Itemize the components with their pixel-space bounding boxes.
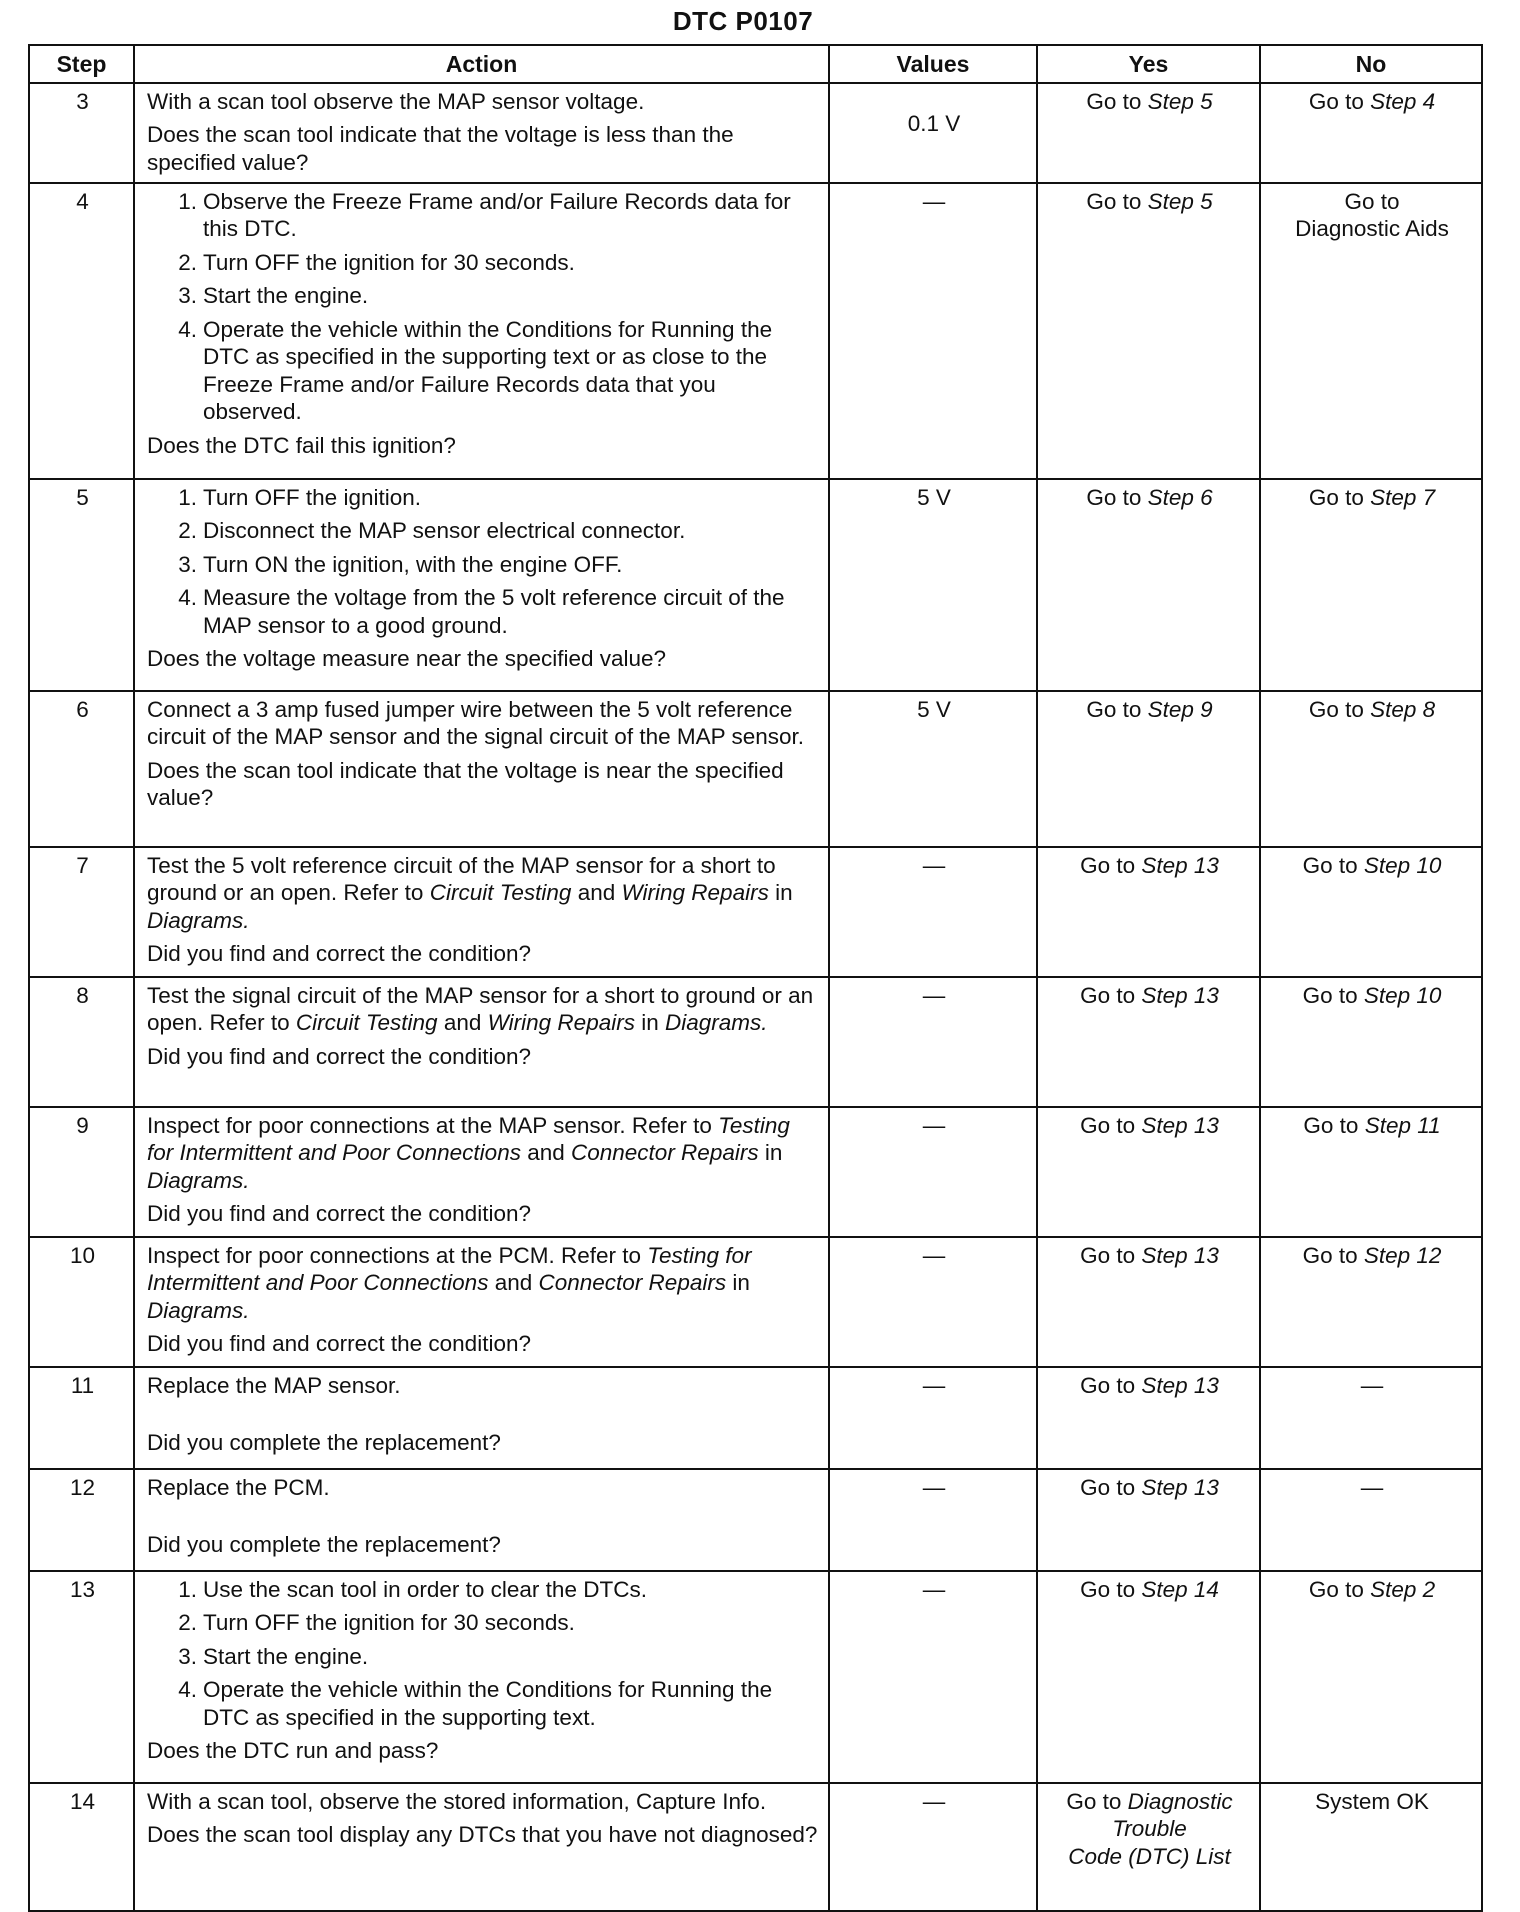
step-number: 6	[29, 691, 134, 847]
list-text: Use the scan tool in order to clear the DTCs.	[203, 1577, 647, 1602]
step-link[interactable]: Step 14	[1141, 1577, 1219, 1602]
header-step: Step	[29, 45, 134, 83]
list-text: Operate the vehicle within the Conditions for Running the DTC as specified in the supporting text.	[203, 1677, 773, 1730]
list-text: Observe the Freeze Frame and/or Failure Records data for this DTC.	[203, 189, 791, 242]
table-row	[29, 479, 1482, 691]
no-cell[interactable]	[1260, 83, 1482, 183]
values-cell: —	[829, 1237, 1037, 1367]
action-cell	[134, 479, 829, 691]
go-to-label: Go to	[1303, 1113, 1359, 1138]
step-link[interactable]: Step 6	[1147, 485, 1213, 510]
action-question: Does the scan tool indicate that the voltage is less than the specified value?	[147, 122, 734, 175]
step-number: 9	[29, 1107, 134, 1237]
list-text: Turn OFF the ignition for 30 seconds.	[203, 1610, 575, 1636]
step-link[interactable]: Step 7	[1370, 485, 1436, 510]
values-cell: —	[829, 1571, 1037, 1783]
step-number: 3	[29, 83, 134, 183]
action-text: Replace the MAP sensor.	[147, 1373, 401, 1398]
action-cell	[134, 83, 829, 183]
step-link[interactable]: Step 13	[1141, 1475, 1219, 1500]
step-number: 13	[29, 1571, 134, 1783]
step-link[interactable]: Step 2	[1370, 1577, 1436, 1602]
table-row	[29, 1237, 1482, 1367]
step-link[interactable]: Step 9	[1147, 697, 1213, 722]
action-question: Did you find and correct the condition?	[147, 1201, 531, 1227]
reference-link[interactable]: Testing for Intermittent and Poor Connections	[147, 1113, 790, 1166]
step-link[interactable]: Step 11	[1364, 1113, 1441, 1138]
list-number: 1.	[178, 1577, 197, 1602]
yes-cell[interactable]	[1037, 691, 1260, 847]
diagnostic-aids-link[interactable]: Diagnostic Aids	[1295, 216, 1449, 242]
list-number: 3.	[178, 1643, 197, 1669]
go-to-label: Go to	[1066, 1789, 1122, 1814]
step-link[interactable]: Step 5	[1147, 89, 1213, 114]
yes-cell[interactable]	[1037, 1237, 1260, 1367]
list-item	[178, 282, 818, 309]
action-cell	[134, 1571, 829, 1783]
reference-link[interactable]: Wiring Repairs	[621, 880, 769, 906]
list-item	[178, 517, 818, 544]
step-link[interactable]: Step 8	[1370, 697, 1436, 722]
dtc-list-link[interactable]: Code (DTC) List	[1068, 1843, 1231, 1869]
reference-link[interactable]: Diagrams.	[147, 907, 250, 933]
action-question: Does the scan tool display any DTCs that you have not diagnosed?	[147, 1822, 818, 1848]
step-link[interactable]: Step 10	[1363, 983, 1442, 1008]
go-to-label: Go to	[1080, 1373, 1136, 1398]
go-to-label: Go to	[1080, 1577, 1136, 1602]
reference-link[interactable]: Diagrams.	[147, 1297, 250, 1323]
no-cell[interactable]	[1260, 183, 1482, 479]
action-text: Inspect for poor connections at the MAP sensor. Refer to Testing for Intermittent and Poor Connections and Connector Repairs in Diagrams.	[147, 1113, 790, 1193]
action-cell	[134, 1783, 829, 1911]
table-row	[29, 83, 1482, 183]
yes-cell[interactable]	[1037, 1571, 1260, 1783]
reference-link[interactable]: Connector Repairs	[538, 1270, 727, 1296]
action-cell	[134, 1367, 829, 1469]
list-text: Disconnect the MAP sensor electrical connector.	[203, 518, 686, 544]
table-row	[29, 977, 1482, 1107]
values-cell: —	[829, 847, 1037, 977]
list-text: Start the engine.	[203, 283, 369, 309]
go-to-label: Go to	[1302, 1243, 1358, 1268]
step-link[interactable]: Step 13	[1141, 1243, 1219, 1268]
go-to-label: Go to	[1308, 485, 1364, 510]
table-row	[29, 847, 1482, 977]
action-cell	[134, 1237, 829, 1367]
reference-link[interactable]: Circuit Testing	[295, 1010, 438, 1036]
go-to-label: Go to	[1080, 1475, 1136, 1500]
action-text: Test the signal circuit of the MAP sensor for a short to ground or an open. Refer to Circuit Testing and Wiring Repairs in Diagrams.	[147, 983, 814, 1036]
list-number: 3.	[178, 283, 197, 309]
header-values: Values	[829, 45, 1037, 83]
action-question: Does the voltage measure near the specified value?	[147, 646, 667, 672]
no-cell[interactable]	[1260, 479, 1482, 691]
action-text: With a scan tool, observe the stored information, Capture Info.	[147, 1789, 767, 1814]
list-item	[178, 316, 818, 426]
action-question: Did you complete the replacement?	[147, 1532, 501, 1558]
action-text: Replace the PCM.	[147, 1475, 330, 1500]
table-row	[29, 1571, 1482, 1783]
values-cell: 0.1 V	[829, 83, 1037, 183]
no-cell: —	[1260, 1367, 1482, 1469]
go-to-label: Go to	[1086, 697, 1142, 722]
list-item	[178, 1643, 818, 1670]
table-header-row	[29, 45, 1482, 83]
step-number: 12	[29, 1469, 134, 1571]
values-cell: —	[829, 183, 1037, 479]
go-to-label: Go to	[1302, 983, 1358, 1008]
action-text: With a scan tool observe the MAP sensor voltage.	[147, 89, 645, 114]
yes-cell[interactable]	[1037, 977, 1260, 1107]
action-text: Test the 5 volt reference circuit of the MAP sensor for a short to ground or an open. Refer to Circuit Testing and Wiring Repairs in Diagrams.	[147, 853, 793, 933]
reference-link[interactable]: Circuit Testing	[429, 880, 572, 906]
no-cell[interactable]	[1260, 1571, 1482, 1783]
list-text: Turn OFF the ignition for 30 seconds.	[203, 249, 575, 275]
reference-link[interactable]: Testing for Intermittent and Poor Connections	[147, 1243, 752, 1296]
values-cell: 5 V	[829, 691, 1037, 847]
action-text: Connect a 3 amp fused jumper wire between the 5 volt reference circuit of the MAP sensor and the signal circuit of the MAP sensor.	[147, 697, 804, 750]
list-number: 4.	[178, 316, 197, 342]
table-row	[29, 183, 1482, 479]
list-item	[178, 1676, 818, 1731]
go-to-label: Go to	[1344, 189, 1400, 214]
yes-cell[interactable]	[1037, 183, 1260, 479]
step-link[interactable]: Step 12	[1363, 1243, 1442, 1268]
list-item	[178, 188, 818, 243]
step-link[interactable]: Step 5	[1147, 189, 1213, 214]
yes-cell[interactable]	[1037, 1783, 1260, 1911]
list-number: 4.	[178, 1677, 197, 1703]
table-row	[29, 691, 1482, 847]
list-number: 2.	[178, 249, 197, 275]
step-link[interactable]: Step 13	[1141, 1113, 1219, 1138]
header-action: Action	[134, 45, 829, 83]
step-link[interactable]: Step 10	[1363, 853, 1442, 878]
list-item	[178, 584, 818, 639]
yes-cell[interactable]	[1037, 1107, 1260, 1237]
yes-cell[interactable]	[1037, 847, 1260, 977]
list-text: Turn OFF the ignition.	[203, 485, 422, 510]
action-text: Inspect for poor connections at the PCM. Refer to Testing for Intermittent and Poor Connections and Connector Repairs in Diagrams.	[147, 1243, 752, 1323]
yes-cell[interactable]	[1037, 479, 1260, 691]
step-number: 4	[29, 183, 134, 479]
no-cell: —	[1260, 1469, 1482, 1571]
no-cell[interactable]	[1260, 1107, 1482, 1237]
go-to-label: Go to	[1080, 983, 1136, 1008]
action-cell	[134, 691, 829, 847]
go-to-label: Go to	[1302, 853, 1358, 878]
list-number: 3.	[178, 551, 197, 577]
reference-link[interactable]: Connector Repairs	[571, 1140, 759, 1166]
list-item	[178, 1609, 818, 1636]
step-number: 14	[29, 1783, 134, 1911]
step-link[interactable]: Step 13	[1141, 1373, 1219, 1398]
step-link[interactable]: Step 4	[1370, 89, 1436, 114]
go-to-label: Go to	[1080, 1243, 1136, 1268]
go-to-label: Go to	[1080, 853, 1136, 878]
yes-cell[interactable]	[1037, 83, 1260, 183]
values-cell: —	[829, 1367, 1037, 1469]
list-item	[178, 1576, 818, 1603]
no-cell[interactable]	[1260, 977, 1482, 1107]
list-text: Operate the vehicle within the Conditions for Running the DTC as specified in the supporting text or as close to the Freeze Frame and/or Failure Records data that you observed.	[203, 316, 773, 425]
action-question: Does the DTC run and pass?	[147, 1738, 439, 1764]
list-number: 4.	[178, 585, 197, 611]
no-cell[interactable]	[1260, 691, 1482, 847]
action-cell	[134, 1469, 829, 1571]
page-title: DTC P0107	[672, 6, 814, 36]
no-cell[interactable]	[1260, 847, 1482, 977]
action-cell	[134, 847, 829, 977]
action-question: Did you complete the replacement?	[147, 1430, 501, 1456]
dtc-list-link[interactable]: Trouble	[1112, 1816, 1187, 1842]
header-yes: Yes	[1037, 45, 1260, 83]
go-to-label: Go to	[1086, 485, 1142, 510]
values-cell: —	[829, 1783, 1037, 1911]
list-number: 1.	[178, 189, 197, 214]
list-item	[178, 484, 818, 511]
reference-link[interactable]: Wiring Repairs	[487, 1010, 635, 1036]
no-cell[interactable]	[1260, 1237, 1482, 1367]
step-number: 10	[29, 1237, 134, 1367]
table-row	[29, 1783, 1482, 1911]
action-steps-list	[147, 188, 818, 426]
table-row	[29, 1367, 1482, 1469]
list-number: 1.	[178, 485, 197, 510]
list-item	[178, 249, 818, 276]
reference-link[interactable]: Diagrams.	[664, 1010, 768, 1036]
yes-cell[interactable]	[1037, 1469, 1260, 1571]
yes-cell[interactable]	[1037, 1367, 1260, 1469]
go-to-label: Go to	[1080, 1113, 1136, 1138]
go-to-label: Go to	[1308, 697, 1364, 722]
list-text: Start the engine.	[203, 1643, 369, 1669]
action-steps-list	[147, 1576, 818, 1731]
header-no: No	[1260, 45, 1482, 83]
go-to-label: Go to	[1308, 89, 1364, 114]
action-question: Did you find and correct the condition?	[147, 1331, 531, 1357]
step-number: 11	[29, 1367, 134, 1469]
action-question: Does the scan tool indicate that the voltage is near the specified value?	[147, 757, 784, 811]
table-row	[29, 1107, 1482, 1237]
action-cell	[134, 977, 829, 1107]
step-link[interactable]: Step 13	[1141, 983, 1219, 1008]
dtc-table	[28, 44, 1483, 1912]
step-number: 7	[29, 847, 134, 977]
dtc-list-link[interactable]: Diagnostic	[1127, 1789, 1233, 1814]
step-link[interactable]: Step 13	[1141, 853, 1219, 878]
values-cell: —	[829, 977, 1037, 1107]
action-question: Did you find and correct the condition?	[147, 941, 531, 967]
no-cell: System OK	[1260, 1783, 1482, 1911]
step-number: 5	[29, 479, 134, 691]
list-number: 2.	[178, 1610, 197, 1636]
values-cell: —	[829, 1107, 1037, 1237]
go-to-label: Go to	[1086, 89, 1142, 114]
action-cell	[134, 1107, 829, 1237]
action-cell	[134, 183, 829, 479]
list-item	[178, 551, 818, 578]
go-to-label: Go to	[1086, 189, 1142, 214]
values-cell: —	[829, 1469, 1037, 1571]
list-number: 2.	[178, 518, 197, 544]
action-question: Does the DTC fail this ignition?	[147, 432, 456, 458]
reference-link[interactable]: Diagrams.	[147, 1167, 250, 1193]
table-row	[29, 1469, 1482, 1571]
action-question: Did you find and correct the condition?	[147, 1043, 531, 1069]
action-steps-list	[147, 484, 818, 639]
go-to-label: Go to	[1308, 1577, 1364, 1602]
list-text: Measure the voltage from the 5 volt reference circuit of the MAP sensor to a good ground.	[203, 585, 785, 638]
list-text: Turn ON the ignition, with the engine OFF.	[203, 551, 623, 577]
values-cell: 5 V	[829, 479, 1037, 691]
step-number: 8	[29, 977, 134, 1107]
